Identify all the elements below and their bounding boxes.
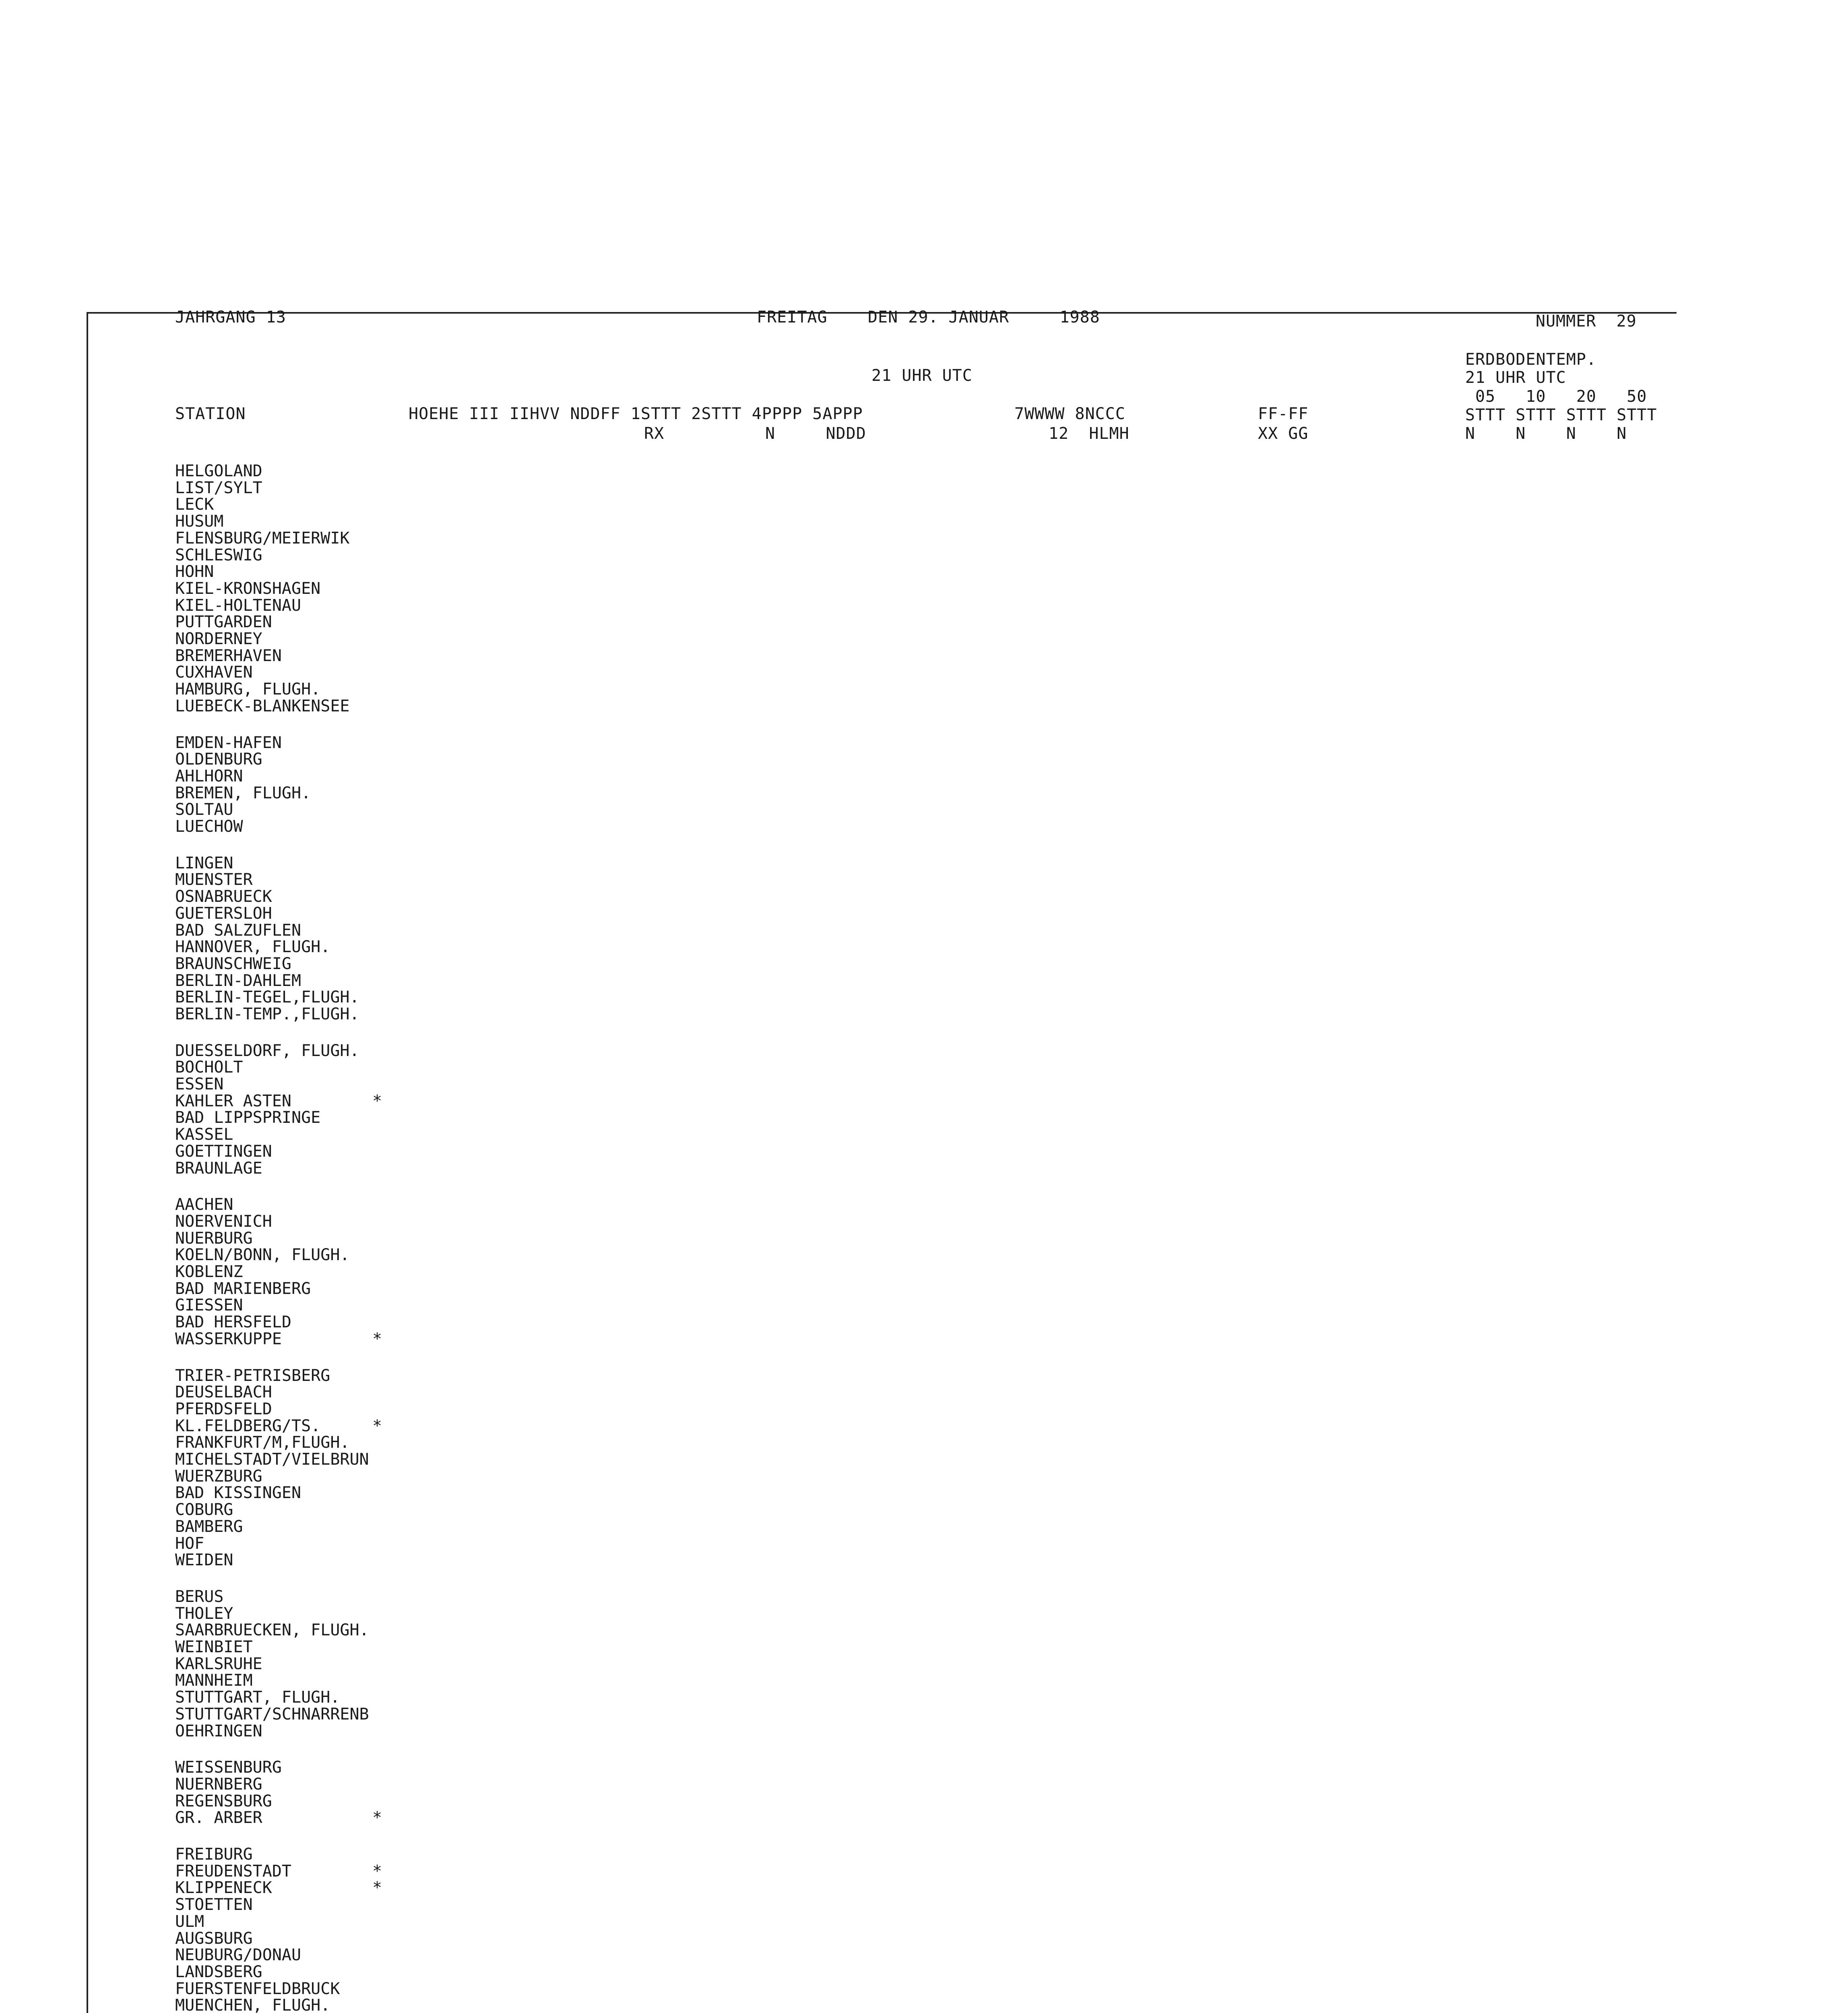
station-name: GOETTINGEN: [175, 1142, 272, 1161]
station-name: KOBLENZ: [175, 1263, 243, 1281]
station-name: BRAUNLAGE: [175, 1159, 262, 1178]
table-frame: [87, 312, 1677, 2013]
mountain-marker: *: [372, 1862, 382, 1881]
observation-time: 21 UHR UTC: [871, 366, 973, 385]
station-name: PFERDSFELD: [175, 1400, 272, 1418]
station-name: GR. ARBER: [175, 1808, 262, 1827]
station-name: BOCHOLT: [175, 1058, 243, 1077]
station-name: HOF: [175, 1534, 204, 1553]
station-name: GIESSEN: [175, 1296, 243, 1314]
soil-temp-stttt: STTT STTT STTT STTT: [1465, 406, 1657, 424]
wind-columns-subheader: XX GG: [1258, 424, 1309, 443]
station-name: HELGOLAND: [175, 462, 262, 480]
mountain-marker: *: [372, 1879, 382, 1897]
station-name: AACHEN: [175, 1195, 233, 1214]
station-name: FRANKFURT/M,FLUGH.: [175, 1433, 350, 1452]
station-name: LUEBECK-BLANKENSEE: [175, 697, 350, 715]
station-name: STOETTEN: [175, 1895, 253, 1914]
station-name: FLENSBURG/MEIERWIK: [175, 529, 350, 548]
station-name: MUENSTER: [175, 870, 253, 889]
station-name: TRIER-PETRISBERG: [175, 1366, 330, 1385]
station-name: WEIDEN: [175, 1551, 233, 1569]
station-name: FUERSTENFELDBRUCK: [175, 1980, 340, 1998]
station-name: BAMBERG: [175, 1517, 243, 1536]
station-name: LINGEN: [175, 854, 233, 872]
station-name: CUXHAVEN: [175, 663, 253, 682]
station-name: NOERVENICH: [175, 1212, 272, 1231]
station-name: ULM: [175, 1912, 204, 1931]
station-name: WUERZBURG: [175, 1467, 262, 1486]
mountain-marker: *: [372, 1808, 382, 1827]
station-name: BAD KISSINGEN: [175, 1484, 301, 1502]
station-name: BAD HERSFELD: [175, 1313, 291, 1331]
issue-date: FREITAG DEN 29. JANUAR 1988: [757, 308, 1100, 327]
synop-columns-header: 7WWWW 8NCCC: [1014, 405, 1125, 423]
station-name: OSNABRUECK: [175, 887, 272, 906]
station-name: KASSEL: [175, 1125, 233, 1144]
station-name: LIST/SYLT: [175, 479, 262, 497]
station-name: AHLHORN: [175, 767, 243, 785]
station-name: FREIBURG: [175, 1845, 253, 1864]
station-name: LUECHOW: [175, 817, 243, 836]
station-name: REGENSBURG: [175, 1792, 272, 1810]
station-name: DUESSELDORF, FLUGH.: [175, 1042, 359, 1060]
station-name: SAARBRUECKEN, FLUGH.: [175, 1621, 369, 1639]
station-name: HAMBURG, FLUGH.: [175, 680, 321, 699]
station-name: FREUDENSTADT: [175, 1862, 291, 1881]
station-name: WEISSENBURG: [175, 1758, 282, 1777]
station-name: BAD MARIENBERG: [175, 1279, 311, 1298]
station-name: BREMEN, FLUGH.: [175, 784, 311, 802]
station-name: SOLTAU: [175, 800, 233, 819]
station-name: MICHELSTADT/VIELBRUN: [175, 1450, 369, 1469]
station-column-header: STATION: [175, 405, 246, 423]
station-name: MUENCHEN, FLUGH.: [175, 1996, 330, 2013]
station-name: KAHLER ASTEN: [175, 1092, 291, 1110]
station-name: MANNHEIM: [175, 1671, 253, 1690]
station-name: BERLIN-TEGEL,FLUGH.: [175, 988, 359, 1006]
station-name: HOHN: [175, 562, 214, 581]
station-name: EMDEN-HAFEN: [175, 734, 282, 752]
station-name: OLDENBURG: [175, 750, 262, 769]
station-name: NORDERNEY: [175, 630, 262, 648]
station-name: HANNOVER, FLUGH.: [175, 938, 330, 956]
soil-temp-title: ERDBODENTEMP.: [1465, 350, 1597, 369]
station-name: GUETERSLOH: [175, 904, 272, 923]
station-name: BRAUNSCHWEIG: [175, 955, 291, 973]
station-name: NUERBURG: [175, 1229, 253, 1248]
station-name: AUGSBURG: [175, 1929, 253, 1948]
station-name: BERLIN-DAHLEM: [175, 971, 301, 990]
main-columns-subheader: RX N NDDD: [644, 424, 866, 443]
station-name: KIEL-KRONSHAGEN: [175, 579, 321, 598]
station-name: NUERNBERG: [175, 1775, 262, 1794]
mountain-marker: *: [372, 1417, 382, 1435]
station-name: ESSEN: [175, 1075, 224, 1093]
station-name: KL.FELDBERG/TS.: [175, 1417, 321, 1435]
station-name: LECK: [175, 495, 214, 514]
wind-columns-header: FF-FF: [1258, 405, 1309, 423]
station-name: STUTTGART, FLUGH.: [175, 1688, 340, 1707]
volume-label: JAHRGANG 13: [175, 308, 286, 327]
station-name: COBURG: [175, 1500, 233, 1519]
station-name: HUSUM: [175, 512, 224, 531]
station-name: LANDSBERG: [175, 1963, 262, 1981]
station-name: BAD SALZUFLEN: [175, 921, 301, 940]
main-columns-header: HOEHE III IIHVV NDDFF 1STTT 2STTT 4PPPP 5APPP: [409, 405, 863, 423]
station-name: OEHRINGEN: [175, 1722, 262, 1740]
mountain-marker: *: [372, 1092, 382, 1110]
issue-number: NUMMER 29: [1536, 312, 1637, 331]
station-name: KARLSRUHE: [175, 1655, 262, 1673]
station-name: PUTTGARDEN: [175, 613, 272, 631]
station-name: BREMERHAVEN: [175, 647, 282, 665]
station-name: BAD LIPPSPRINGE: [175, 1108, 321, 1127]
station-name: WASSERKUPPE: [175, 1330, 282, 1348]
soil-temp-depths: 05 10 20 50: [1475, 387, 1647, 406]
station-name: WEINBIET: [175, 1638, 253, 1656]
soil-temp-n: N N N N: [1465, 424, 1627, 443]
mountain-marker: *: [372, 1330, 382, 1348]
soil-temp-time: 21 UHR UTC: [1465, 368, 1566, 387]
station-name: SCHLESWIG: [175, 546, 262, 564]
station-name: STUTTGART/SCHNARRENB: [175, 1705, 369, 1724]
synop-columns-subheader: 12 HLMH: [1049, 424, 1129, 443]
station-name: KIEL-HOLTENAU: [175, 596, 301, 615]
station-name: KOELN/BONN, FLUGH.: [175, 1246, 350, 1264]
station-name: KLIPPENECK: [175, 1879, 272, 1897]
station-name: THOLEY: [175, 1604, 233, 1623]
station-name: NEUBURG/DONAU: [175, 1946, 301, 1964]
station-name: BERUS: [175, 1587, 224, 1606]
station-name: DEUSELBACH: [175, 1383, 272, 1401]
station-name: BERLIN-TEMP.,FLUGH.: [175, 1005, 359, 1023]
